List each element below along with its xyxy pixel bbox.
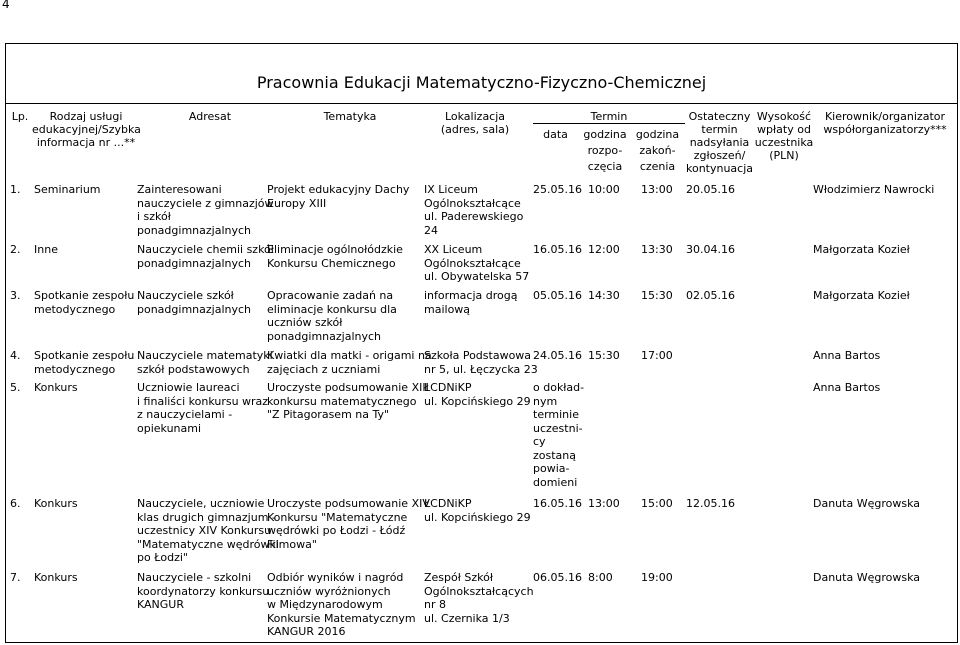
cell-lp: 5. <box>10 381 21 394</box>
cell-start: 13:00 <box>588 497 620 510</box>
cell-deadline: 02.05.16 <box>686 289 735 302</box>
page-number: 4 <box>2 0 10 11</box>
cell-rodzaj: Spotkanie zespołu metodycznego <box>34 349 135 376</box>
cell-start: 15:30 <box>588 349 620 362</box>
cell-data: 06.05.16 <box>533 571 582 584</box>
cell-adresat: Nauczyciele szkół ponadgimnazjalnych <box>137 289 252 316</box>
header-lp: Lp. <box>11 110 29 123</box>
cell-lokalizacja: Szkoła Podstawowa nr 5, ul. Łęczycka 23 <box>424 349 538 376</box>
cell-kierownik: Włodzimierz Nawrocki <box>813 183 935 196</box>
cell-adresat: Nauczyciele matematyki szkół podstawowych <box>137 349 273 376</box>
cell-kierownik: Danuta Węgrowska <box>813 571 920 584</box>
cell-lp: 3. <box>10 289 21 302</box>
cell-rodzaj: Inne <box>34 243 58 256</box>
cell-start: 14:30 <box>588 289 620 302</box>
cell-lp: 1. <box>10 183 21 196</box>
header-lokalizacja: Lokalizacja (adres, sala) <box>440 110 510 136</box>
cell-lokalizacja: informacja drogą mailową <box>424 289 518 316</box>
cell-end: 17:00 <box>641 349 673 362</box>
cell-start: 12:00 <box>588 243 620 256</box>
cell-end: 13:30 <box>641 243 673 256</box>
cell-lp: 6. <box>10 497 21 510</box>
header-godzina-rozpoczecia: godzina rozpo- częcia <box>583 128 627 173</box>
cell-tematyka: Opracowanie zadań na eliminacje konkursu dla uczniów szkół ponadgimnazjalnych <box>267 289 397 343</box>
header-data: data <box>543 128 568 141</box>
cell-data: 16.05.16 <box>533 243 582 256</box>
cell-adresat: Nauczyciele - szkolni koordynatorzy konkursu KANGUR <box>137 571 270 611</box>
header-termin: Termin <box>590 110 628 123</box>
cell-end: 19:00 <box>641 571 673 584</box>
cell-rodzaj: Konkurs <box>34 497 78 510</box>
cell-rodzaj: Konkurs <box>34 381 78 394</box>
header-ostateczny-termin: Ostateczny termin nadsyłania zgłoszeń/ kontynuacja <box>685 110 754 175</box>
cell-tematyka: Uroczyste podsumowanie XIV Konkursu "Matematyczne wędrówki po Łodzi - Łódź Filmowa" <box>267 497 430 551</box>
cell-kierownik: Małgorzata Kozieł <box>813 243 910 256</box>
cell-kierownik: Anna Bartos <box>813 349 881 362</box>
cell-rodzaj: Seminarium <box>34 183 101 196</box>
cell-adresat: Uczniowie laureaci i finaliści konkursu wraz z nauczycielami - opiekunami <box>137 381 269 435</box>
cell-lokalizacja: ŁCDNiKP ul. Kopcińskiego 29 <box>424 497 531 524</box>
cell-rodzaj: Konkurs <box>34 571 78 584</box>
cell-data: 16.05.16 <box>533 497 582 510</box>
cell-lp: 4. <box>10 349 21 362</box>
cell-tematyka: Odbiór wyników i nagród uczniów wyróżnionych w Międzynarodowym Konkursie Matematycznym KANGUR 2016 <box>267 571 416 638</box>
cell-lokalizacja: XX Liceum Ogólnokształcące ul. Obywatelska 57 <box>424 243 530 283</box>
cell-data: 05.05.16 <box>533 289 582 302</box>
cell-kierownik: Anna Bartos <box>813 381 881 394</box>
cell-adresat: Zainteresowani nauczyciele z gimnazjów i szkół ponadgimnazjalnych <box>137 183 274 237</box>
cell-tematyka: Kwiatki dla matki - origami na zajęciach z uczniami <box>267 349 432 376</box>
cell-kierownik: Danuta Węgrowska <box>813 497 920 510</box>
cell-lokalizacja: IX Liceum Ogólnokształcące ul. Paderewskiego 24 <box>424 183 524 237</box>
cell-kierownik: Małgorzata Kozieł <box>813 289 910 302</box>
cell-deadline: 20.05.16 <box>686 183 735 196</box>
cell-end: 15:00 <box>641 497 673 510</box>
termin-underline <box>533 123 685 124</box>
header-tematyka: Tematyka <box>323 110 377 123</box>
cell-data: 25.05.16 <box>533 183 582 196</box>
cell-deadline: 30.04.16 <box>686 243 735 256</box>
header-godzina-zakonczenia: godzina zakoń- czenia <box>635 128 680 173</box>
cell-lokalizacja: Zespół Szkół Ogólnokształcących nr 8 ul. Czernika 1/3 <box>424 571 534 625</box>
cell-start: 8:00 <box>588 571 613 584</box>
cell-data: o dokład- nym terminie uczestni- cy zostaną powia- domieni <box>533 381 585 489</box>
header-rule <box>5 103 958 104</box>
cell-deadline: 12.05.16 <box>686 497 735 510</box>
cell-tematyka: Eliminacje ogólnołódzkie Konkursu Chemicznego <box>267 243 403 270</box>
header-kierownik: Kierownik/organizator współorganizatorzy*** <box>823 110 947 136</box>
header-rodzaj: Rodzaj usługi edukacyjnej/Szybka informacja nr ...** <box>32 110 141 149</box>
cell-tematyka: Uroczyste podsumowanie XIII konkursu matematycznego "Z Pitagorasem na Ty" <box>267 381 429 421</box>
cell-end: 13:00 <box>641 183 673 196</box>
cell-rodzaj: Spotkanie zespołu metodycznego <box>34 289 135 316</box>
cell-lp: 7. <box>10 571 21 584</box>
cell-start: 10:00 <box>588 183 620 196</box>
cell-end: 15:30 <box>641 289 673 302</box>
header-adresat: Adresat <box>188 110 232 123</box>
cell-adresat: Nauczyciele chemii szkół ponadgimnazjalnych <box>137 243 274 270</box>
cell-adresat: Nauczyciele, uczniowie klas drugich gimnazjum - uczestnicy XIV Konkursu "Matematyczne wędrówki po Łodzi" <box>137 497 279 564</box>
header-wysokosc-wplaty: Wysokość wpłaty od uczestnika (PLN) <box>754 110 814 162</box>
cell-lokalizacja: ŁCDNiKP ul. Kopcińskiego 29 <box>424 381 531 408</box>
cell-data: 24.05.16 <box>533 349 582 362</box>
page-title: Pracownia Edukacji Matematyczno-Fizyczno-Chemicznej <box>256 73 707 92</box>
cell-lp: 2. <box>10 243 21 256</box>
cell-tematyka: Projekt edukacyjny Dachy Europy XIII <box>267 183 410 210</box>
